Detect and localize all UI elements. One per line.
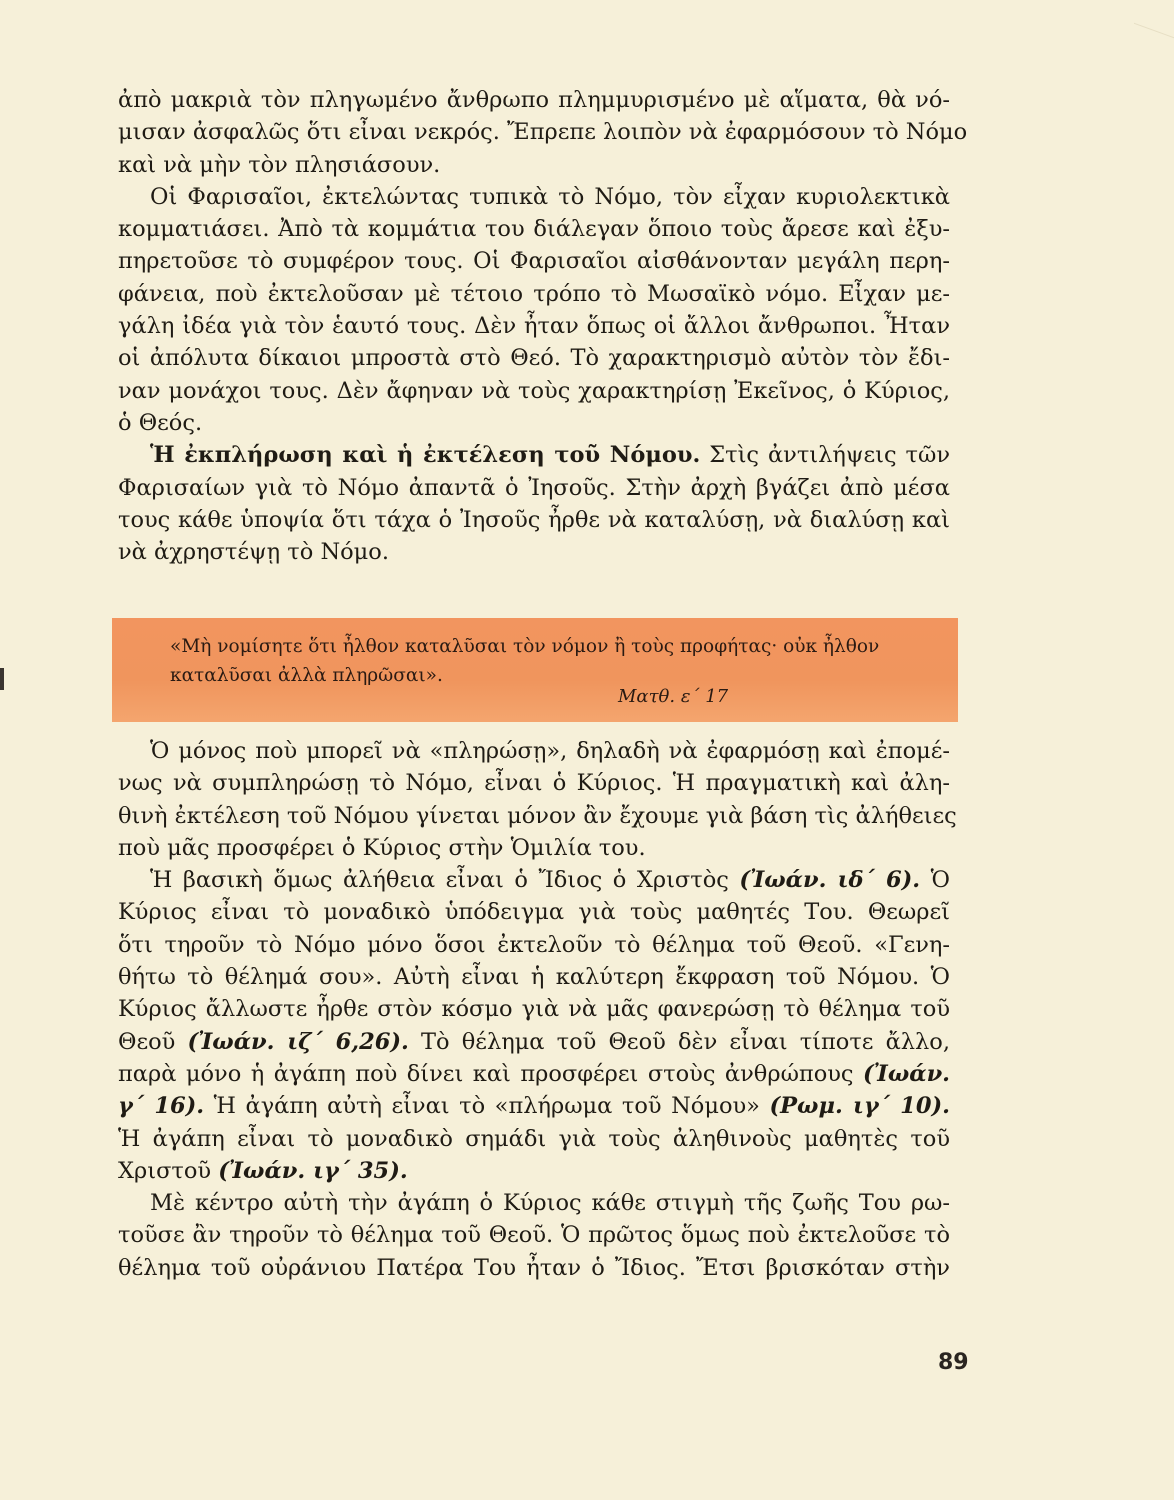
scripture-quote-box — [112, 618, 958, 722]
scripture-reference: (Ρωμ. ιγ΄ 10). — [769, 1093, 950, 1120]
text-line — [118, 1026, 950, 1058]
text-block-bottom — [118, 735, 957, 1284]
text-line: ἀπὸ μακριὰ τὸν πληγωμένο ἄνθρωπο πλημμυρισμένο μὲ αἵματα, θὰ νό- — [118, 87, 950, 113]
text-line: Ὁ μόνος ποὺ μπορεῖ νὰ «πληρώσῃ», δηλαδὴ νὰ ἐφαρμόσῃ καὶ ἐπομέ- — [150, 738, 950, 764]
text-span: Θεοῦ — [118, 1028, 176, 1055]
text-line: οἱ ἀπόλυτα δίκαιοι μπροστὰ στὸ Θεό. Τὸ χαρακτηρισμὸ αὐτὸν τὸν ἔδι- — [118, 345, 950, 372]
text-span: Ὁ — [930, 867, 951, 894]
text-line: καὶ νὰ μὴν τὸν πλησιάσουν. — [118, 151, 441, 178]
scripture-reference: (Ἰωάν. ιδ΄ 6). — [739, 867, 921, 894]
text-line: μισαν ἀσφαλῶς ὅτι εἶναι νεκρός. Ἔπρεπε λοιπὸν νὰ ἐφαρμόσουν τὸ Νόμο — [118, 119, 968, 146]
quote-source: Ματθ. ε΄ 17 — [618, 686, 729, 707]
scripture-reference: (Ἰωάν. ιζ΄ 6,26). — [187, 1028, 409, 1055]
text-span: Ἡ βασικὴ ὅμως ἀλήθεια εἶναι ὁ Ἴδιος ὁ Χριστὸς — [150, 867, 729, 894]
text-line: ναν μονάχοι τους. Δὲν ἄφηναν νὰ τοὺς χαρακτηρίσῃ Ἐκεῖνος, ὁ Κύριος, — [118, 377, 950, 404]
paragraph-1 — [118, 84, 968, 181]
text-line: θήτω τὸ θέλημά σου». Αὐτὴ εἶναι ἡ καλύτερη ἔκφραση τοῦ Νόμου. Ὁ — [118, 964, 950, 991]
text-span: Τὸ θέλημα τοῦ Θεοῦ δὲν εἶναι τίποτε ἄλλο, — [421, 1028, 950, 1055]
text-line: ποὺ μᾶς προσφέρει ὁ Κύριος στὴν Ὁμιλία του. — [118, 834, 646, 861]
scripture-reference: (Ἰωάν. — [863, 1060, 951, 1087]
text-line: ὅτι τηροῦν τὸ Νόμο μόνο ὅσοι ἐκτελοῦν τὸ θέλημα τοῦ Θεοῦ. «Γενη- — [118, 931, 950, 958]
text-line — [118, 1090, 950, 1122]
text-line — [118, 864, 950, 896]
section-heading: Ἡ ἐκπλήρωση καὶ ἡ ἐκτέλεση τοῦ Νόμου. — [150, 442, 701, 469]
text-line: γάλη ἰδέα γιὰ τὸν ἑαυτό τους. Δὲν ἦταν ὅπως οἱ ἄλλοι ἄνθρωποι. Ἦταν — [118, 313, 950, 340]
text-line: Οἱ Φαρισαῖοι, ἐκτελώντας τυπικὰ τὸ Νόμο, τὸν εἶχαν κυριολεκτικὰ — [150, 183, 950, 210]
text-line: θινὴ ἐκτέλεση τοῦ Νόμου γίνεται μόνον ἂν ἔχουμε γιὰ βάση τὶς ἀλήθειες — [118, 802, 957, 829]
paragraph-2 — [118, 181, 950, 439]
quote-line: «Μὴ νομίσητε ὅτι ἦλθον καταλῦσαι τὸν νόμον ἢ τοὺς προφήτας· οὐκ ἦλθον — [170, 636, 880, 657]
text-line: ὁ Θεός. — [118, 409, 203, 436]
text-line: Κύριος ἄλλωστε ἦρθε στὸν κόσμο γιὰ νὰ μᾶς φανερώσῃ τὸ θέλημα τοῦ — [118, 996, 950, 1023]
paragraph-5 — [118, 864, 950, 1187]
paragraph-4 — [118, 735, 957, 864]
text-line: κομματιάσει. Ἀπὸ τὰ κομμάτια του διάλεγαν ὅποιο τοὺς ἄρεσε καὶ ἐξυ- — [118, 216, 950, 243]
text-line: φάνεια, ποὺ ἐκτελοῦσαν μὲ τέτοιο τρόπο τὸ Μωσαϊκὸ νόμο. Εἶχαν με- — [118, 280, 950, 307]
text-line: θέλημα τοῦ οὐράνιου Πατέρα Του ἦταν ὁ Ἴδιος. Ἔτσι βρισκόταν στὴν — [118, 1254, 950, 1281]
text-line: πηρετοῦσε τὸ συμφέρον τους. Οἱ Φαρισαῖοι αἰσθάνονταν μεγάλη περη- — [118, 248, 950, 275]
scripture-reference: γ΄ 16). — [118, 1093, 205, 1120]
text-line: Κύριος εἶναι τὸ μοναδικὸ ὑπόδειγμα γιὰ τοὺς μαθητές Του. Θεωρεῖ — [118, 899, 950, 926]
text-block-top — [118, 84, 968, 568]
paragraph-6 — [118, 1187, 950, 1284]
text-line: Φαρισαίων γιὰ τὸ Νόμο ἀπαντᾶ ὁ Ἰησοῦς. Στὴν ἀρχὴ βγάζει ἀπὸ μέσα — [118, 474, 950, 501]
page-number: 89 — [938, 1350, 969, 1375]
text-span: Στὶς ἀντιλήψεις τῶν — [709, 442, 950, 469]
margin-mark — [0, 668, 4, 690]
text-line: νως νὰ συμπληρώσῃ τὸ Νόμο, εἶναι ὁ Κύριος. Ἡ πραγματικὴ καὶ ἀλη- — [118, 770, 950, 797]
quote-text — [170, 632, 910, 690]
text-line: Ἡ ἀγάπη εἶναι τὸ μοναδικὸ σημάδι γιὰ τοὺς ἀληθινοὺς μαθητὲς τοῦ — [118, 1125, 950, 1152]
text-line: Μὲ κέντρο αὐτὴ τὴν ἀγάπη ὁ Κύριος κάθε στιγμὴ τῆς ζωῆς Του ρω- — [150, 1190, 950, 1217]
text-line — [118, 1058, 950, 1090]
text-line — [118, 1155, 950, 1187]
text-line: τους κάθε ὑποψία ὅτι τάχα ὁ Ἰησοῦς ἦρθε νὰ καταλύσῃ, νὰ διαλύσῃ καὶ — [118, 506, 950, 533]
quote-line: καταλῦσαι ἀλλὰ πληρῶσαι». — [170, 665, 443, 686]
paragraph-3 — [118, 439, 950, 568]
scripture-reference: (Ἰωάν. ιγ΄ 35). — [218, 1157, 408, 1184]
text-line: τοῦσε ἂν τηροῦν τὸ θέλημα τοῦ Θεοῦ. Ὁ πρῶτος ὅμως ποὺ ἐκτελοῦσε τὸ — [118, 1222, 950, 1249]
text-line: νὰ ἀχρηστέψῃ τὸ Νόμο. — [118, 539, 389, 566]
text-span: παρὰ μόνο ἡ ἀγάπη ποὺ δίνει καὶ προσφέρει στοὺς ἀνθρώπους — [118, 1060, 854, 1087]
text-span: Χριστοῦ — [118, 1157, 212, 1184]
page-corner-fold — [1134, 0, 1174, 38]
text-span: Ἡ ἀγάπη αὐτὴ εἶναι τὸ «πλήρωμα τοῦ Νόμου» — [213, 1093, 760, 1120]
text-line — [118, 439, 950, 471]
